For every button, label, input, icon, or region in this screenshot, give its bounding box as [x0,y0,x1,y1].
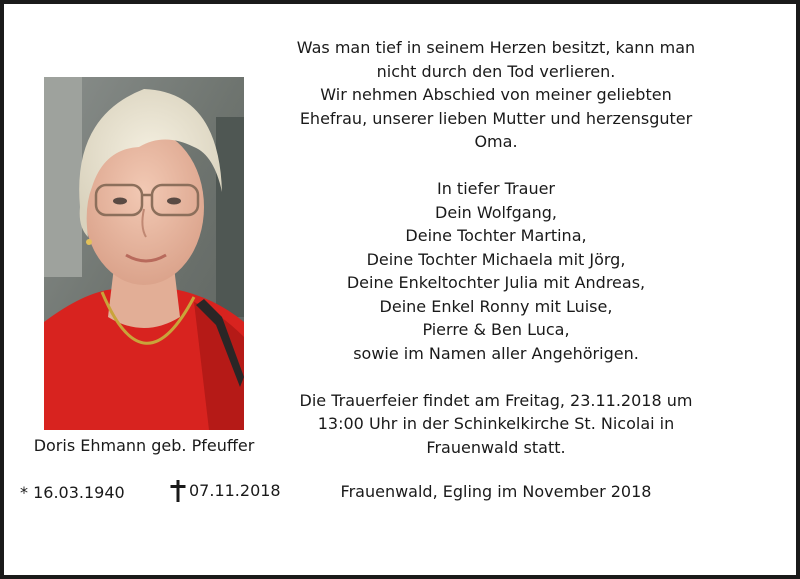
mourner-line: Deine Enkeltochter Julia mit Andreas, [346,273,646,292]
mourner-line: Pierre & Ben Luca, [422,320,570,339]
deceased-name: Doris Ehmann geb. Pfeuffer [33,436,255,455]
mourner-line: Deine Tochter Michaela mit Jörg, [366,249,626,269]
birth-date: * 16.03.1940 [20,483,125,502]
quote-line: Was man tief in seinem Herzen besitzt, kann man [296,38,696,57]
death-date: 07.11.2018 [189,481,281,500]
quote-line: Ehefrau, unserer lieben Mutter und herzensguter [299,108,693,128]
quote-line: Oma. [474,132,518,151]
mourner-line: Deine Tochter Martina, [405,226,587,245]
mourner-line: In tiefer Trauer [436,179,555,198]
service-line: Die Trauerfeier findet am Freitag, 23.11.2018 um [299,390,693,410]
notice-text [296,36,696,459]
portrait-photo [44,77,244,430]
mourner-line: Dein Wolfgang, [435,202,557,222]
quote-line: Wir nehmen Abschied von meiner geliebten [320,85,672,104]
cross-icon [170,480,186,502]
mourner-line: sowie im Namen aller Angehörigen. [353,343,639,363]
spacer [296,154,696,178]
service-line: 13:00 Uhr in der Schinkelkirche St. Nicolai in [317,414,675,433]
mourner-line: Deine Enkel Ronny mit Luise, [379,296,613,316]
death-date-group [170,478,281,504]
service-line: Frauenwald statt. [426,437,566,457]
place-and-date: Frauenwald, Egling im November 2018 [340,482,652,501]
spacer [296,365,696,389]
quote-line: nicht durch den Tod verlieren. [376,61,616,81]
